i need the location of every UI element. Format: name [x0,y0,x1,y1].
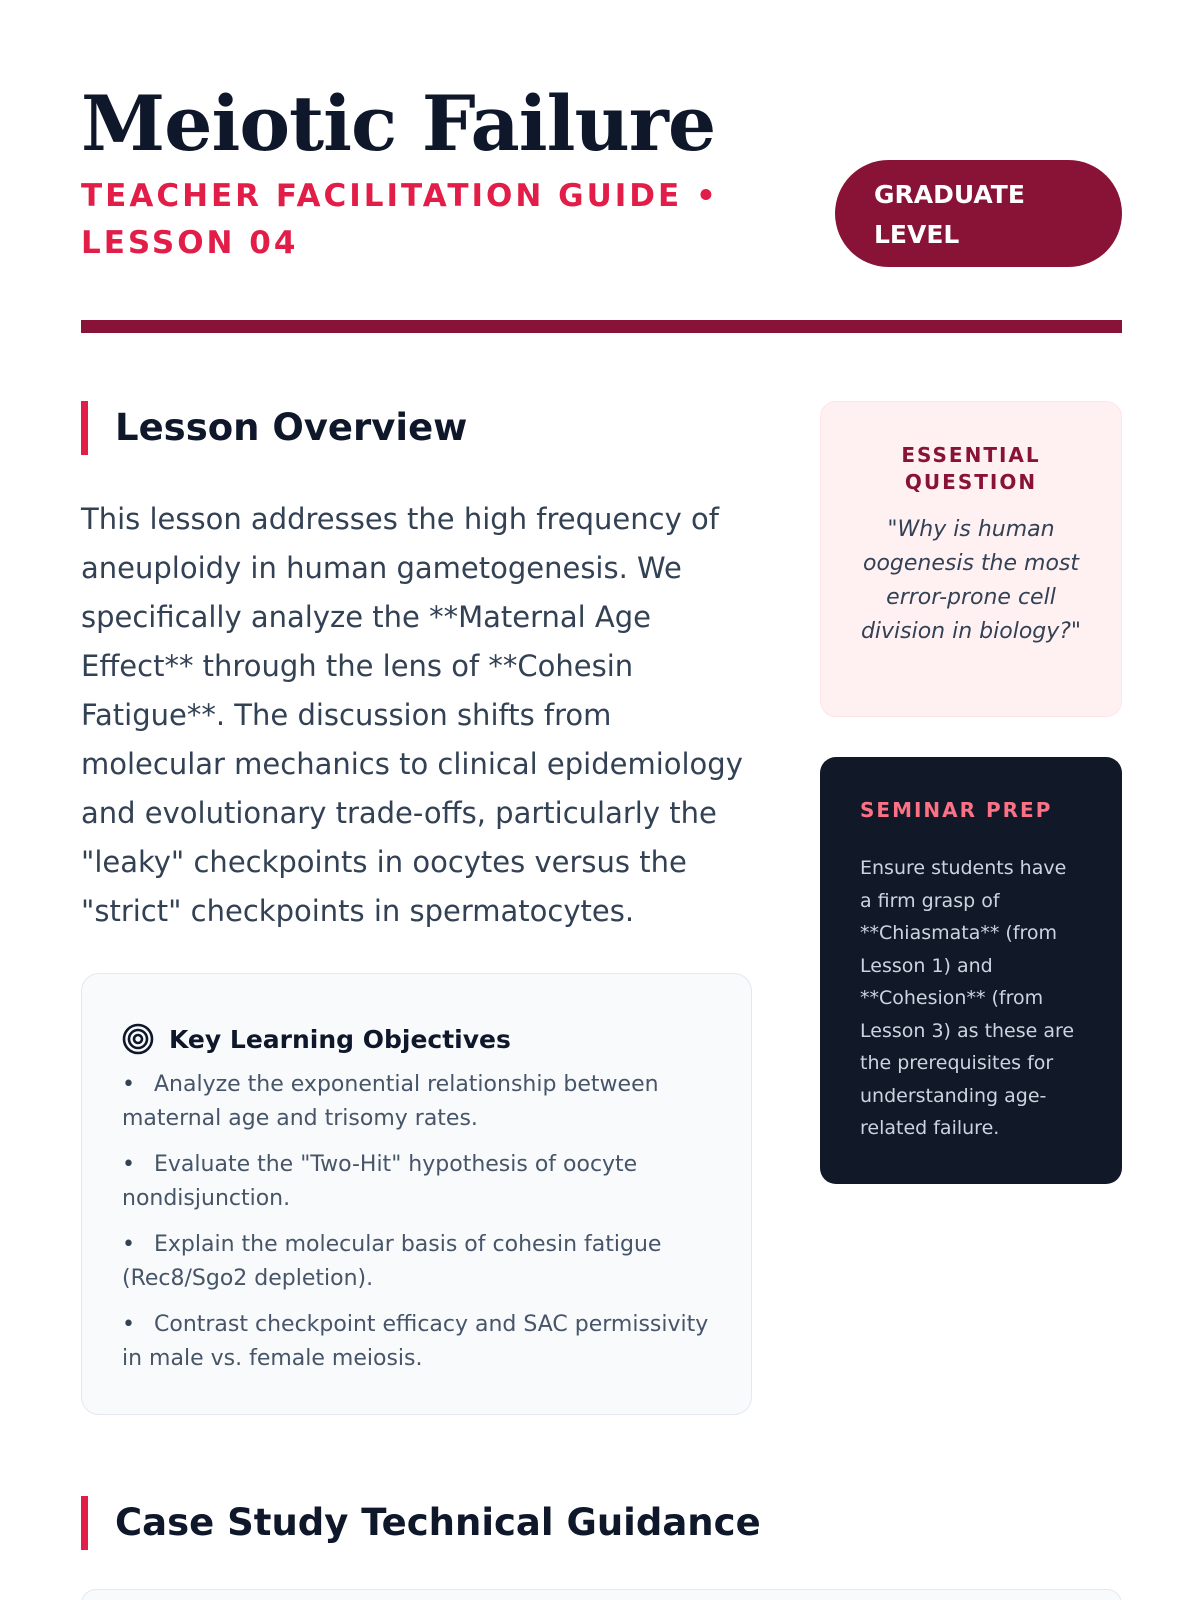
essential-question-text: "Why is human oogenesis the most error-prone cell division in biology?" [860,517,1082,644]
overview-paragraph: This lesson addresses the high frequency of aneuploidy in human gametogenesis. We specifically analyze the **Maternal Age Effect** through the lens of **Cohesin Fatigue**. The discussion shifts from molecular mechanics to clinical epidemiology and evolutionary trade-offs, particularly the "leaky" checkpoints in oocytes versus the "strict" checkpoints in spermatocytes. [81,502,743,928]
objective-item [122,1308,711,1376]
seminar-prep-card [820,757,1122,1184]
header-divider [81,320,1122,333]
objectives-list [122,1068,711,1376]
section-heading-case-study: Case Study Technical Guidance [81,1496,761,1550]
page-header [81,0,1122,336]
objectives-card [81,973,752,1415]
objectives-header [122,1018,711,1060]
section-heading-overview: Lesson Overview [81,401,467,455]
objectives-title: Key Learning Objectives [169,1024,511,1054]
case-study-card [81,1589,1122,1600]
seminar-prep-label: SEMINAR PREP [860,798,1053,822]
objective-item [122,1228,711,1296]
bullet-icon: • [122,1232,135,1257]
objective-item [122,1148,711,1216]
page-subtitle: TEACHER FACILITATION GUIDE • LESSON 04 [81,178,719,261]
page-title: Meiotic Failure [81,79,716,168]
essential-question-card [820,401,1122,717]
objective-item [122,1068,711,1136]
bullet-icon: • [122,1312,135,1337]
target-icon [122,1023,154,1055]
objective-text: Evaluate the "Two-Hit" hypothesis of oocyte nondisjunction. [122,1152,638,1211]
bullet-icon: • [122,1072,135,1097]
lesson-guide-page [81,0,1122,1600]
bullet-icon: • [122,1152,135,1177]
objective-text: Analyze the exponential relationship between maternal age and trisomy rates. [122,1072,659,1131]
essential-question-label: ESSENTIAL QUESTION [901,443,1041,494]
objective-text: Explain the molecular basis of cohesin fatigue (Rec8/Sgo2 depletion). [122,1232,662,1291]
level-badge: GRADUATE LEVEL [835,160,1122,267]
seminar-prep-text: Ensure students have a firm grasp of **Chiasmata** (from Lesson 1) and **Cohesion** (from Lesson 3) as these are the prerequisites for understanding age-related failure. [860,857,1075,1139]
objective-text: Contrast checkpoint efficacy and SAC permissivity in male vs. female meiosis. [122,1312,709,1371]
